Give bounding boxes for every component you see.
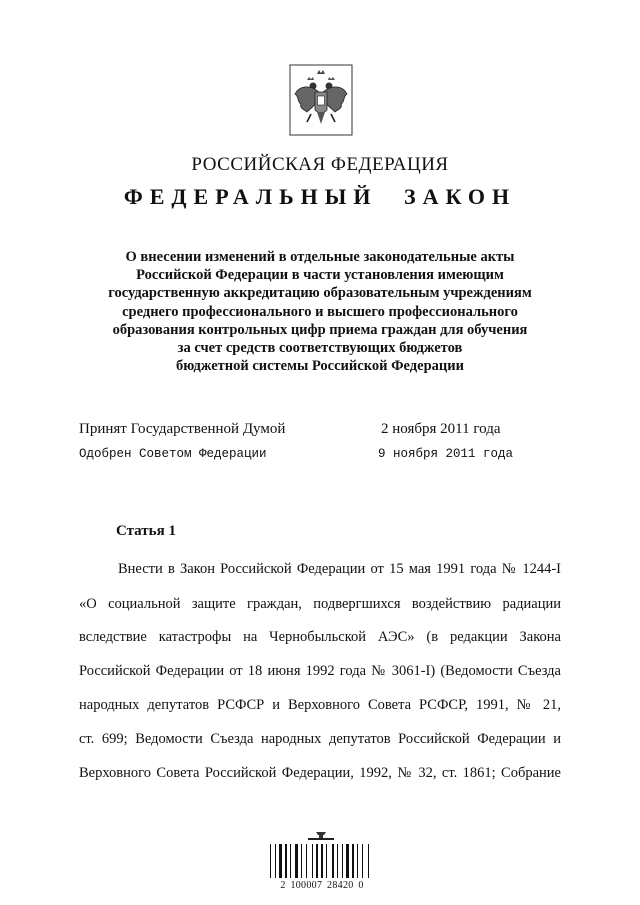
- law-title-line: образования контрольных цифр приема граждан для обучения: [112, 321, 528, 338]
- article-text-line: народных депутатов РСФСР и Верховного Совета РСФСР, 1991, № 21,: [79, 697, 561, 713]
- article-text-line: Российской Федерации от 18 июня 1992 года № 3061-I) (Ведомости Съезда: [79, 663, 561, 679]
- law-title: [70, 248, 570, 375]
- law-title-line: государственную аккредитацию образовательным учреждениям: [108, 285, 532, 302]
- country-heading: РОССИЙСКАЯ ФЕДЕРАЦИЯ: [191, 154, 449, 175]
- article-text-line: Верховного Совета Российской Федерации, 1992, № 32, ст. 1861; Собрание: [79, 765, 561, 781]
- article-heading: Статья 1: [116, 523, 176, 539]
- law-title-line: О внесении изменений в отдельные законодательные акты: [125, 249, 515, 265]
- article-text-line: Внести в Закон Российской Федерации от 15 мая 1991 года № 1244-I: [118, 561, 561, 577]
- article-text-line: ст. 699; Ведомости Съезда народных депутатов Российской Федерации и: [79, 731, 561, 747]
- law-title-line: среднего профессионального и высшего профессионального: [122, 303, 518, 320]
- barcode-number: 2 100007 28420 0: [280, 880, 364, 891]
- adopted-by-duma-label: Принят Государственной Думой: [79, 421, 286, 437]
- law-title-line: Российской Федерации в части установления имеющим: [136, 267, 504, 284]
- approved-by-council-date: 9 ноября 2011 года: [378, 447, 514, 461]
- article-text-line: вследствие катастрофы на Чернобыльской АЭС» (в редакции Закона: [79, 629, 561, 645]
- adopted-by-duma-date: 2 ноября 2011 года: [381, 421, 501, 437]
- coat-of-arms-icon: [289, 64, 353, 136]
- article-text-line: «О социальной защите граждан, подвергшихся воздействию радиации: [79, 596, 561, 612]
- law-title-line: за счет средств соответствующих бюджетов: [177, 340, 463, 357]
- document-type-heading: ФЕДЕРАЛЬНЫЙ ЗАКОН: [123, 184, 517, 209]
- approved-by-council-label: Одобрен Советом Федерации: [79, 447, 267, 461]
- law-title-line: бюджетной системы Российской Федерации: [176, 358, 464, 375]
